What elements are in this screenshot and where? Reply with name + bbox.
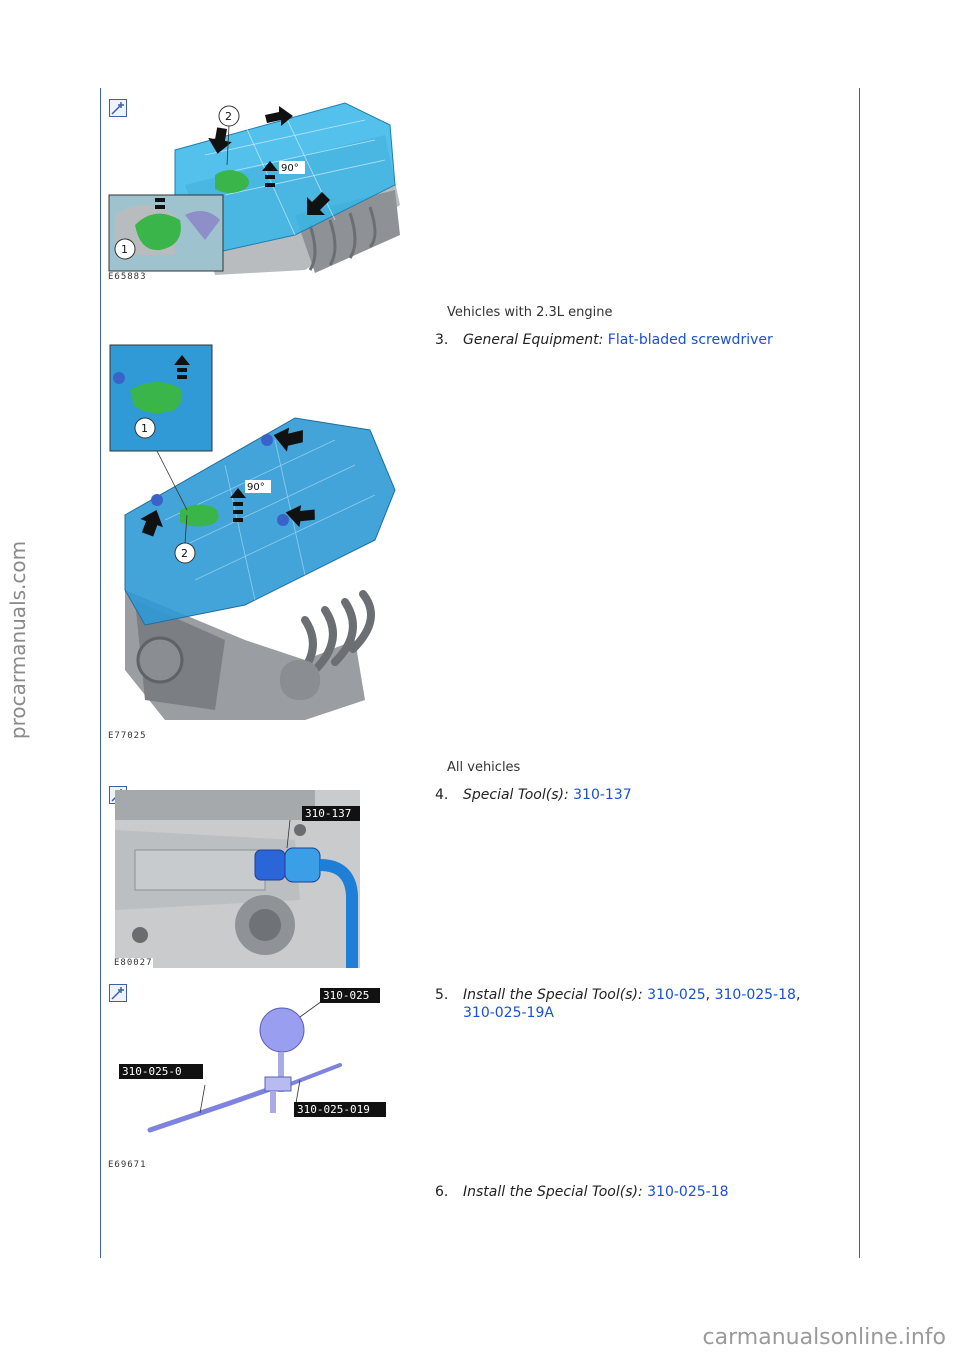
note-engine-23: Vehicles with 2.3L engine: [447, 305, 613, 320]
figure-engine-assembly: [105, 340, 405, 725]
figure-code: E69671: [108, 1160, 147, 1170]
link-310-025-18[interactable]: 310-025-18: [714, 987, 796, 1003]
svg-text:1: 1: [121, 243, 128, 256]
svg-text:2: 2: [181, 547, 188, 560]
step-5: [435, 986, 857, 1026]
separator: ,: [795, 987, 801, 1003]
link-flat-bladed-screwdriver[interactable]: Flat-bladed screwdriver: [607, 332, 773, 348]
link-310-137[interactable]: 310-137: [573, 787, 632, 803]
step-prefix: General Equipment:: [463, 332, 604, 348]
figure-engine-cover-removal: [105, 95, 405, 285]
step-number: 6.: [435, 1184, 449, 1200]
figure-code: E65883: [108, 272, 147, 282]
step-number: 4.: [435, 787, 449, 803]
step-4: [435, 786, 855, 806]
angle-label-1: 90°: [281, 163, 299, 174]
tool-tag-310-025: 310-025: [320, 988, 380, 1003]
right-border-rule: [859, 88, 860, 1258]
step-prefix: Install the Special Tool(s):: [463, 987, 643, 1003]
step-number: 3.: [435, 332, 449, 348]
link-310-025-19a[interactable]: 310-025-19A: [463, 1005, 554, 1021]
separator: ,: [705, 987, 711, 1003]
tool-tag-310-137: 310-137: [302, 806, 360, 821]
step-number: 5.: [435, 987, 449, 1003]
svg-text:2: 2: [225, 110, 232, 123]
svg-text:1: 1: [141, 422, 148, 435]
step-6: [435, 1183, 855, 1203]
bottom-watermark: carmanualsonline.info: [702, 1325, 946, 1350]
tool-tag-310-025-0: 310-025-0: [119, 1064, 203, 1079]
link-310-025[interactable]: 310-025: [647, 987, 706, 1003]
step-prefix: Install the Special Tool(s):: [463, 1184, 643, 1200]
figure-code: E77025: [108, 731, 147, 741]
note-all-vehicles: All vehicles: [447, 760, 521, 775]
step-prefix: Special Tool(s):: [463, 787, 569, 803]
angle-label-2: 90°: [247, 482, 265, 493]
left-border-rule: [100, 88, 101, 1258]
tool-tag-310-025-019: 310-025-019: [294, 1102, 386, 1117]
figure-code: E80027: [114, 958, 153, 968]
step-3: [435, 331, 855, 351]
side-watermark-text: procarmanuals.com: [6, 540, 30, 740]
link-310-025-18[interactable]: 310-025-18: [647, 1184, 729, 1200]
